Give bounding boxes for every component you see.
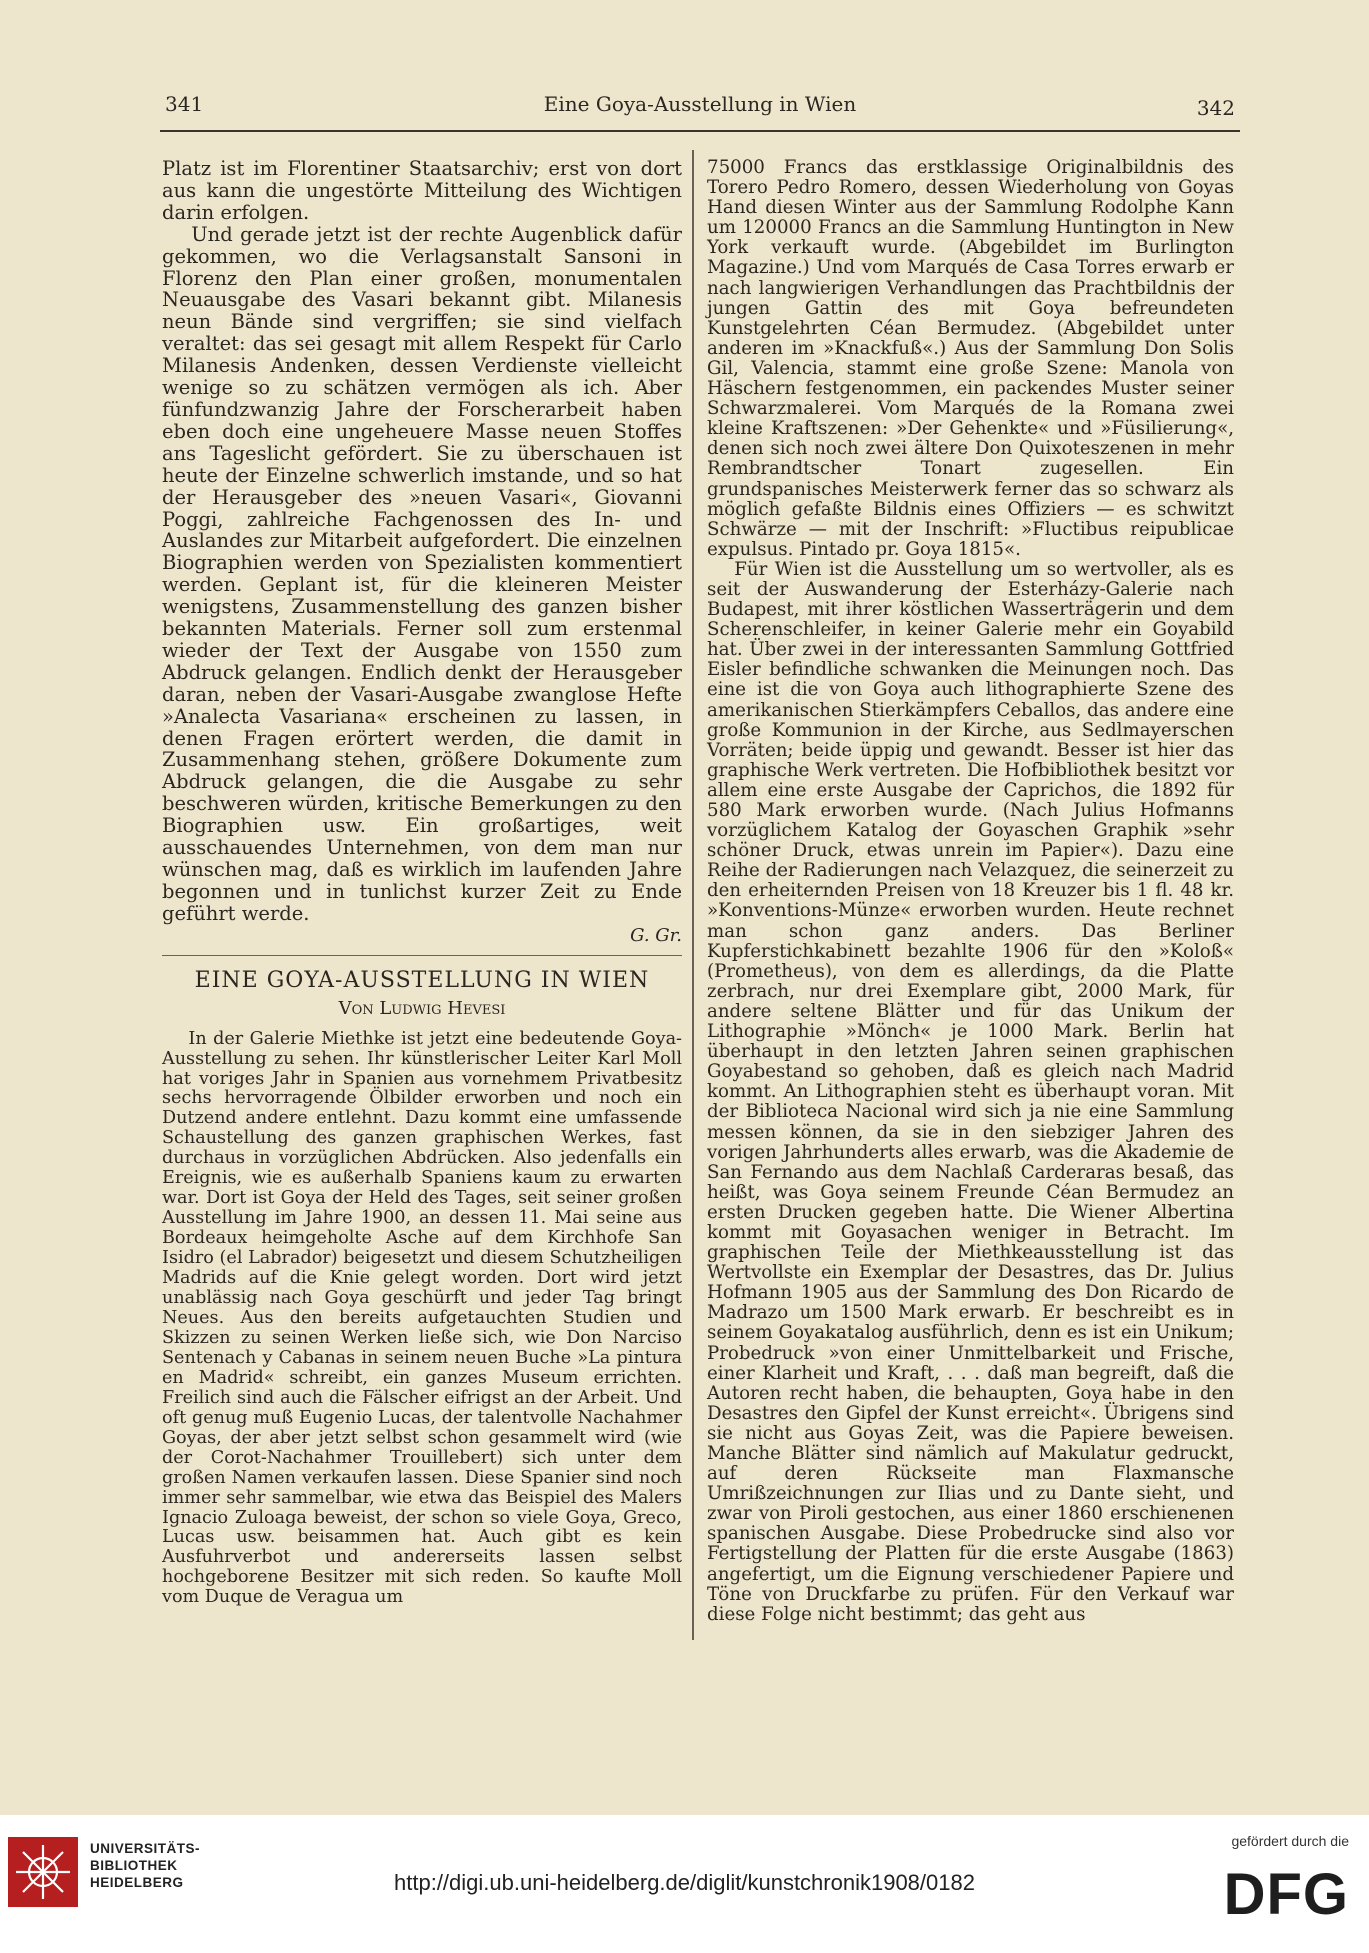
column-divider: [692, 150, 694, 1640]
left-column-lower-text: [162, 1030, 682, 1609]
dfg-logo: DFG: [1223, 1862, 1349, 1927]
digitization-footer: [0, 1815, 1369, 1953]
running-title: Eine Goya-Ausstellung in Wien: [543, 92, 857, 116]
paragraph: Platz ist im Florentiner Staatsarchiv; erst von dort aus kann die ungestörte Mitteilung des Wichtigen darin erfolgen.: [162, 157, 682, 224]
paragraph: 75000 Francs das erstklassige Originalbildnis des Torero Pedro Romero, dessen Wiederholung von Goyas Hand diesen Winter aus der Sammlung Rodolphe Kann um 120000 Francs an die Sammlung Huntington in New York verkauft wurde. (Abgebildet im Burlington Magazine.) Und vom Marqués de Casa Torres erwarb er nach langwierigen Verhandlungen das Prachtbildnis der jungen Gattin des mit Goya befreundeten Kunstgelehrten Céan Bermudez. (Abgebildet unter anderen im »Knackfuß«.) Aus der Sammlung Don Solis Gil, Valencia, stammt eine große Szene: Manola von Häschern festgenommen, ein packendes Muster seiner Schwarzmalerei. Vom Marqués de la Romana zwei kleine Kraftszenen: »Der Gehenkte« und »Füsilierung«, denen sich noch zwei ältere Don Quixoteszenen in mehr Rembrandtscher Tonart zugesellen. Ein grundspanisches Meisterwerk ferner das so schwarz als möglich gefaßte Bildnis eines Offiziers — es schwitzt Schwärze — mit der Inschrift: »Fluctibus reipublicae expulsus. Pintado pr. Goya 1815«.: [707, 157, 1234, 560]
right-column: [707, 158, 1234, 1625]
institution-line: UNIVERSITÄTS-: [90, 1841, 201, 1856]
sponsor-label: gefördert durch die: [1231, 1833, 1349, 1849]
left-column: [162, 158, 682, 1608]
paragraph: Für Wien ist die Ausstellung um so wertvoller, als es seit der Auswanderung der Esterházy-Galerie nach Budapest, mit ihrer köstlichen Wasserträgerin und dem Scherenschleifer, in keiner Galerie mehr ein Goyabild hat. Über zwei in der interessanten Sammlung Gottfried Eisler befindliche schwanken die Meinungen noch. Das eine ist die von Goya auch lithographierte Szene des amerikanischen Stierkämpfers Ceballos, das andere eine große Kommunion in der Kirche, aus Sedlmayerschen Vorräten; beide üppig und gewandt. Besser ist hier das graphische Werk vertreten. Die Hofbibliothek besitzt vor allem eine erste Ausgabe der Caprichos, die 1892 für 580 Mark erworben wurde. (Nach Julius Hofmanns vorzüglichem Katalog der Goyaschen Graphik »sehr schöner Druck, etwas unrein im Papier«). Dazu eine Reihe der Radierungen nach Velazquez, die seinerzeit zu den erheiternden Preisen von 18 Kreuzer bis 1 fl. 48 kr. »Konventions-Münze« erworben wurden. Heute rechnet man schon ganz anders. Das Berliner Kupferstichkabinett bezahlte 1906 für den »Koloß« (Prometheus), von dem es allerdings, da die Platte zerbrach, nur drei Exemplare gibt, 2000 Mark, für andere seltene Blätter und für das Unikum der Lithographie »Mönch« je 1000 Mark. Berlin hat überhaupt in den letzten Jahren seinen graphischen Goyabestand so gehoben, daß es gleich nach Madrid kommt. An Lithographien steht es überhaupt voran. Mit der Biblioteca Nacional wird sich ja nie eine Sammlung messen können, da sie in den siebziger Jahren des vorigen Jahrhunderts alles erwarb, was die Akademie de San Fernando aus dem Nachlaß Carderaras besaß, das heißt, was Goya seinem Freunde Céan Bermudez an ersten Drucken gegeben hatte. Die Wiener Albertina kommt mit Goyasachen weniger in Betracht. Im graphischen Teile der Miethkeausstellung ist das Wertvollste ein Exemplar der Desastres, das Dr. Julius Hofmann 1905 aus der Sammlung des Don Ricardo de Madrazo um 1500 Mark erwarb. Er beschreibt es in seinem Goyakatalog ausführlich, denn es ist ein Unikum; Probedruck »von einer Unmittelbarkeit und Frische, einer Klarheit und Kraft, . . . daß man begreift, daß die Autoren recht haben, die behaupten, Goya habe in den Desastres den Gipfel der Kunst erreicht«. Übrigens sind sie nicht aus Goyas Zeit, was die Papiere beweisen. Manche Blätter sind nämlich auf Makulatur gedruckt, auf deren Rückseite man Flaxmansche Umrißzeichnungen zur Ilias und zu Dante sieht, und zwar von Piroli gestochen, aus einer 1860 erschienenen spanischen Ausgabe. Diese Probedrucke sind also vor Fertigstellung der Platten für die erste Ausgabe (1863) angefertigt, um die Eignung verschiedener Papiere und Töne von Druckfarbe zu prüfen. Für den Verkauf war diese Folge nicht bestimmt; das geht aus: [707, 558, 1234, 1625]
article-divider: [162, 955, 682, 956]
running-header: [160, 92, 1240, 132]
page-number-right: 342: [1196, 96, 1235, 120]
header-rule: [160, 130, 1240, 132]
permalink-url[interactable]: http://digi.ub.uni-heidelberg.de/diglit/kunstchronik1908/0182: [394, 1870, 975, 1895]
paragraph: In der Galerie Miethke ist jetzt eine bedeutende Goya-Ausstellung zu sehen. Ihr künstlerischer Leiter Karl Moll hat voriges Jahr in Spanien aus vornehmem Privatbesitz sechs hervorragende Ölbilder erworben und noch ein Dutzend andere entlehnt. Dazu kommt eine umfassende Schaustellung des ganzen graphischen Werkes, fast durchaus in vorzüglichen Abdrücken. Also jedenfalls ein Ereignis, wie es außerhalb Spaniens kaum zu erwarten war. Dort ist Goya der Held des Tages, seit seiner großen Ausstellung im Jahre 1900, an dessen 11. Mai seine aus Bordeaux heimgeholte Asche auf dem Kirchhofe San Isidro (el Labrador) beigesetzt und diesem Schutzheiligen Madrids auf die Knie gelegt worden. Dort wird jetzt unablässig nach Goya geschürft und jeder Tag bringt Neues. Aus den bereits aufgetauchten Studien und Skizzen zu seinen Werken ließe sich, wie Don Narciso Sentenach y Cabanas in seinem neuen Buche »La pintura en Madrid« schreibt, ein ganzes Museum errichten. Freilich sind auch die Fälscher eifrigst an der Arbeit. Und oft genug muß Eugenio Lucas, der talentvolle Nachahmer Goyas, der aber jetzt selbst schon gesammelt wird (wie der Corot-Nachahmer Trouillebert) sich unter dem großen Namen verkaufen lassen. Diese Spanier sind noch immer sehr sammelbar, wie etwa das Beispiel des Malers Ignacio Zuloaga beweist, der schon so viele Goya, Greco, Lucas usw. beisammen hat. Auch gibt es kein Ausfuhrverbot und andererseits lassen selbst hochgeborene Besitzer mit sich reden. So kaufte Moll vom Duque de Veragua um: [162, 1028, 682, 1608]
paragraph: Und gerade jetzt ist der rechte Augenblick dafür gekommen, wo die Verlagsanstalt Sansoni in Florenz den Plan einer großen, monumentalen Neuausgabe des Vasari bekannt gibt. Milanesis neun Bände sind vergriffen; sie sind vielfach veraltet: das sei gesagt mit allem Respekt für Carlo Milanesis Andenken, dessen Verdienste vielleicht wenige so zu schätzen vermögen als ich. Aber fünfundzwanzig Jahre der Forscherarbeit haben eben doch eine ungeheuere Masse neuen Stoffes ans Tageslicht gefördert. Sie zu überschauen ist heute der Einzelne schwerlich imstande, und so hat der Herausgeber des »neuen Vasari«, Giovanni Poggi, zahlreiche Fachgenossen des In- und Auslandes zur Mitarbeit aufgefordert. Die einzelnen Biographien werden von Spezialisten kommentiert werden. Geplant ist, für die kleineren Meister wenigstens, Zusammenstellung des ganzen bisher bekannten Materials. Ferner soll zum erstenmal wieder der Text der Ausgabe von 1550 zum Abdruck gelangen. Endlich denkt der Herausgeber daran, neben der Vasari-Ausgabe zwanglose Hefte »Analecta Vasariana« erscheinen zu lassen, in denen Fragen erörtert werden, die damit in Zusammenhang stehen, größere Dokumente zum Abdruck gelangen, die die Ausgabe zu sehr beschweren würden, kritische Bemerkungen zu den Biographien usw. Ein großartiges, weit ausschauendes Unternehmen, von dem man nur wünschen mag, daß es wirklich im laufenden Jahre begonnen und in tunlichst kurzer Zeit zu Ende geführt werde.: [162, 222, 682, 925]
left-column-upper-text: [162, 158, 682, 947]
article-title: EINE GOYA-AUSSTELLUNG IN WIEN: [194, 967, 650, 993]
institution-line: HEIDELBERG: [90, 1875, 184, 1890]
article-byline: Von Ludwig Hevesi: [338, 997, 506, 1019]
page-number-left: 341: [165, 92, 204, 116]
author-signature: G. Gr.: [630, 924, 682, 946]
institution-line: BIBLIOTHEK: [90, 1858, 178, 1873]
